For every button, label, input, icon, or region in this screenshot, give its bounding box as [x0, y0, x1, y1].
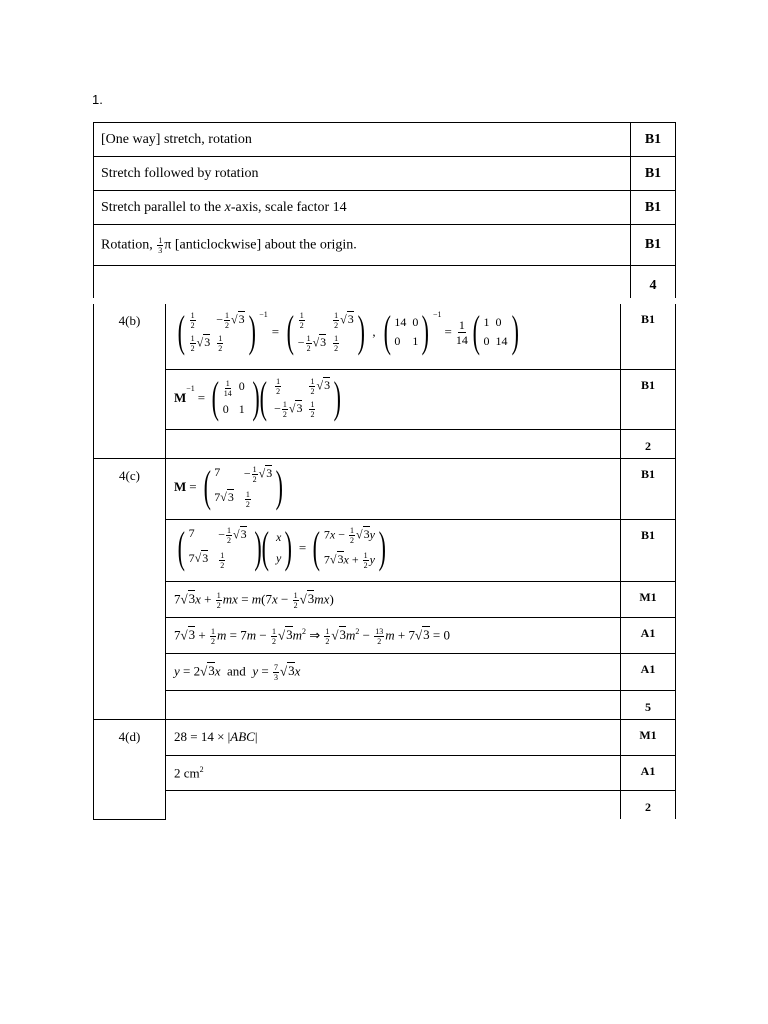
mark-cell: B1 — [621, 458, 676, 519]
matrix-expression: M = ( 7 − $\frac{1}{2}$ √3 7√3 $\frac{1}{2}$ ) — [174, 461, 284, 511]
answer-cell: Stretch parallel to the x-axis, scale factor 14 — [94, 191, 631, 225]
table-row — [94, 369, 676, 429]
working-cell — [166, 519, 621, 581]
answer-cell: Stretch followed by rotation — [94, 157, 631, 191]
working-cell — [166, 690, 621, 719]
mark-cell: B1 — [631, 157, 676, 191]
table-row — [94, 790, 676, 819]
part-label: 4(d) — [94, 719, 166, 819]
working-cell — [166, 429, 621, 458]
table-row — [94, 191, 676, 225]
table-row — [94, 719, 676, 755]
working-cell: 7√3 + $\frac{1}{2}$ m = 7m − $\frac{1}{2}$ $√3m^2$ ⇒ $\frac{1}{2}$ $√3m^2$ − $\frac{13}{2}$ m + 7√3 = 0 — [166, 617, 621, 653]
mark-cell: B1 — [621, 369, 676, 429]
working-cell — [166, 369, 621, 429]
mark-cell: A1 — [621, 617, 676, 653]
matrix-expression: ( 7 − $\frac{1}{2}$ √3 7√3 $\frac{1}{2}$ )( x y ) = ( 7x − $\frac{1}{2}$ √3y 7√3x + $\frac{1}{2}$ y ) — [177, 522, 386, 572]
table-row — [94, 519, 676, 581]
table-row — [94, 755, 676, 790]
working-cell: 2 $cm^2$ — [166, 755, 621, 790]
table-row — [94, 581, 676, 617]
table-row — [94, 225, 676, 266]
table-row — [94, 617, 676, 653]
answer-cell — [94, 266, 631, 299]
part-label: 4(b) — [94, 304, 166, 458]
mark-cell: A1 — [621, 653, 676, 690]
table-row — [94, 157, 676, 191]
answer-cell: [One way] stretch, rotation — [94, 123, 631, 157]
table-row — [94, 690, 676, 719]
mark-cell: B1 — [621, 519, 676, 581]
part-label: 4(c) — [94, 458, 166, 719]
matrix-expression: ( $\frac{1}{2}$ − $\frac{1}{2}$ √3 $\frac{1}{2}$ √3 $\frac{1}{2}$ ) $^{-1}$ = ( $\frac{1}{2}$ $\frac{1}{2}$ √3 − $\frac{1}{2}$ √3 $\frac{1}{2}$ ) , ( 14 0 0 1 ) $^{-1}$ = $\frac{1}{14}$ ( 1 0 0 14 ) — [177, 307, 519, 356]
mark-cell: B1 — [631, 225, 676, 266]
table-row — [94, 653, 676, 690]
working-cell — [166, 790, 621, 819]
mark-cell: M1 — [621, 581, 676, 617]
answer-table-1 — [93, 122, 676, 298]
mark-cell: B1 — [621, 304, 676, 369]
mark-cell: B1 — [631, 191, 676, 225]
table-row — [94, 266, 676, 299]
answer-cell: Rotation, $\frac{1}{3}$ π [anticlockwise] about the origin. — [94, 225, 631, 266]
table-row — [94, 123, 676, 157]
answer-table-2 — [93, 304, 676, 820]
table-row — [94, 458, 676, 519]
mark-cell: B1 — [631, 123, 676, 157]
table-row — [94, 304, 676, 369]
table-row — [94, 429, 676, 458]
mark-cell: M1 — [621, 719, 676, 755]
question-number: 1. — [92, 92, 103, 107]
total-cell: 4 — [631, 266, 676, 299]
working-cell: 28 = 14 × |ABC| — [166, 719, 621, 755]
total-cell: 2 — [621, 790, 676, 819]
working-cell — [166, 458, 621, 519]
total-cell: 5 — [621, 690, 676, 719]
total-cell: 2 — [621, 429, 676, 458]
matrix-expression: M $^{-1}$ = ( $\frac{1}{14}$ 0 0 1 )( $\frac{1}{2}$ $\frac{1}{2}$ √3 − $\frac{1}{2}$ √3 $\frac{1}{2}$ ) — [174, 372, 342, 422]
working-cell — [166, 304, 621, 369]
working-cell: y = 2√3x and y = $\frac{7}{3}$ √3x — [166, 653, 621, 690]
working-cell: 7√3x + $\frac{1}{2}$ mx = m(7x − $\frac{1}{2}$ √3mx) — [166, 581, 621, 617]
mark-cell: A1 — [621, 755, 676, 790]
